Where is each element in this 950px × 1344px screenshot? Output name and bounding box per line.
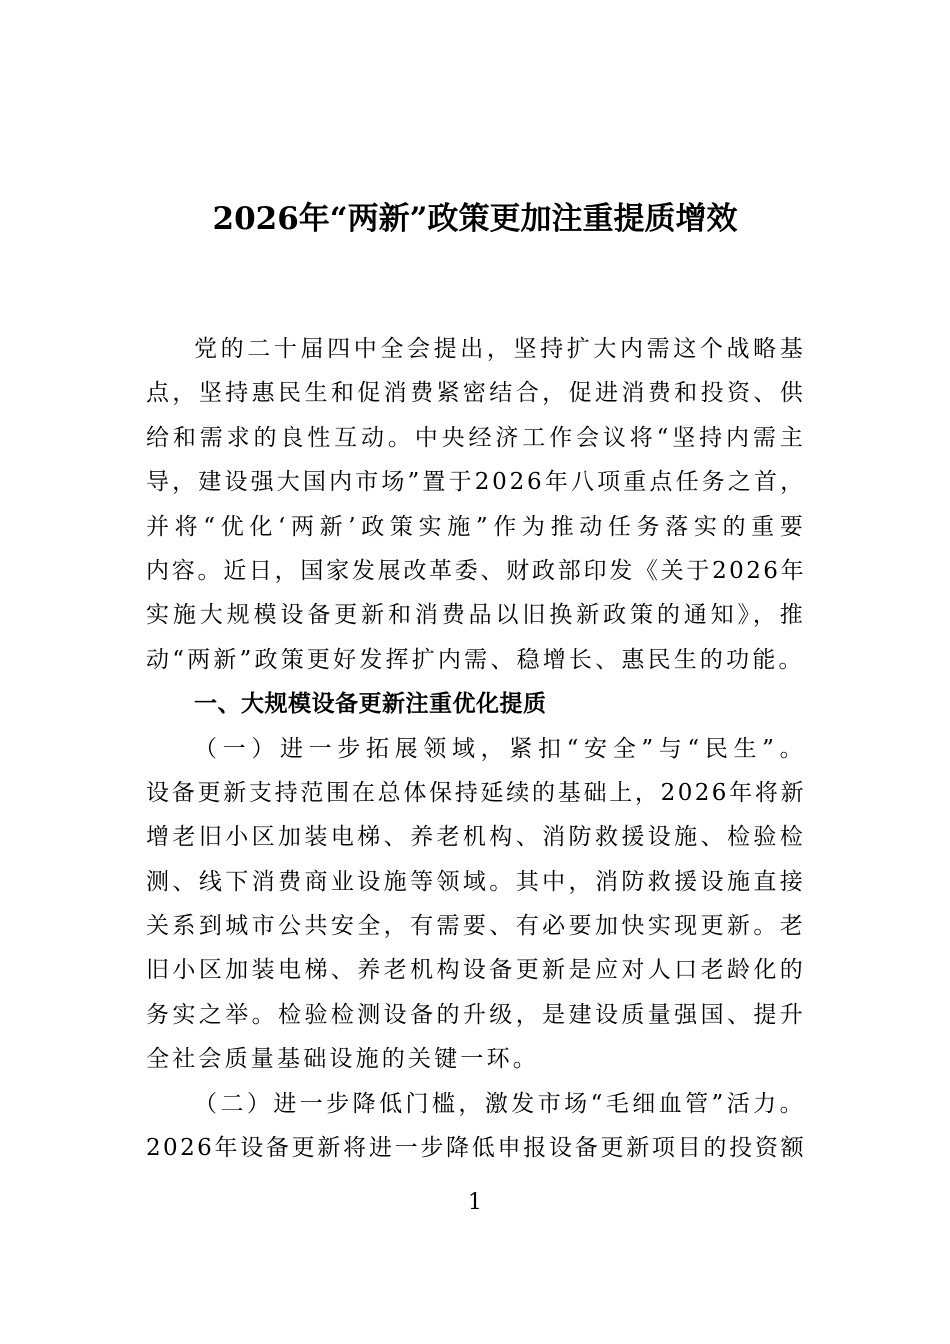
paragraph-line: 内容。近日，国家发展改革委、财政部印发《关于2026年 bbox=[146, 557, 806, 584]
subsection-heading-line: （一）进一步拓展领域，紧扣“安全”与“民生”。 bbox=[194, 735, 806, 762]
paragraph-line: 2026年设备更新将进一步降低申报设备更新项目的投资额 bbox=[146, 1135, 806, 1162]
paragraph-line: 全社会质量基础设施的关键一环。 bbox=[146, 1046, 539, 1073]
paragraph-line: 导，建设强大国内市场”置于2026年八项重点任务之首， bbox=[146, 469, 806, 496]
paragraph-line: 并将“优化‘两新’政策实施”作为推动任务落实的重要 bbox=[146, 513, 806, 540]
document-body bbox=[146, 327, 806, 1170]
page-number: 1 bbox=[468, 1190, 482, 1215]
paragraph-line: 测、线下消费商业设施等领域。其中，消防救援设施直接 bbox=[146, 868, 806, 895]
section-heading: 一、大规模设备更新注重优化提质 bbox=[194, 691, 547, 718]
subsection-heading-line: （二）进一步降低门槛，激发市场“毛细血管”活力。 bbox=[194, 1090, 806, 1117]
paragraph-line: 给和需求的良性互动。中央经济工作会议将“坚持内需主 bbox=[146, 424, 806, 451]
paragraph-line: 旧小区加装电梯、养老机构设备更新是应对人口老龄化的 bbox=[146, 957, 806, 984]
paragraph-line: 关系到城市公共安全，有需要、有必要加快实现更新。老 bbox=[146, 913, 806, 940]
paragraph-line: 点，坚持惠民生和促消费紧密结合，促进消费和投资、供 bbox=[146, 380, 806, 407]
paragraph-line: 设备更新支持范围在总体保持延续的基础上，2026年将新 bbox=[146, 779, 806, 806]
paragraph-line: 实施大规模设备更新和消费品以旧换新政策的通知》，推 bbox=[146, 602, 806, 629]
paragraph-line: 党的二十届四中全会提出，坚持扩大内需这个战略基 bbox=[194, 336, 806, 362]
paragraph-line: 动“两新”政策更好发挥扩内需、稳增长、惠民生的功能。 bbox=[146, 646, 805, 673]
document-title: 2026年“两新”政策更加注重提质增效 bbox=[212, 201, 738, 237]
paragraph-line: 务实之举。检验检测设备的升级，是建设质量强国、提升 bbox=[146, 1001, 806, 1028]
paragraph-line: 增老旧小区加装电梯、养老机构、消防救援设施、检验检 bbox=[146, 824, 806, 851]
